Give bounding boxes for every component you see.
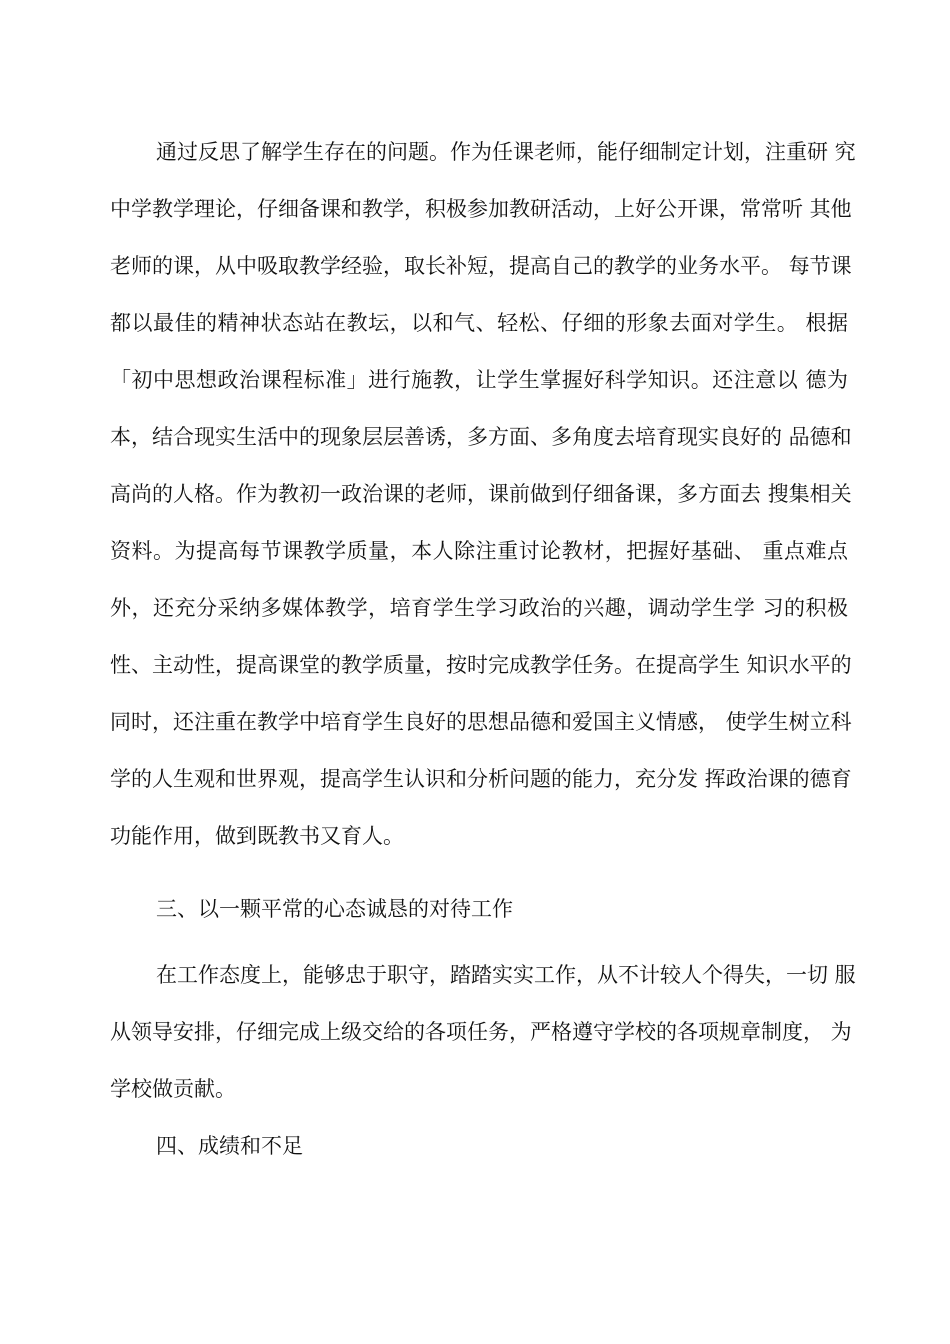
- paragraph-line: 「初中思想政治课程标准」进行施教，让学生掌握好科学知识。还注意以 德为: [110, 368, 848, 392]
- paragraph-line: 都以最佳的精神状态站在教坛，以和气、轻松、仔细的形象去面对学生。 根据: [110, 311, 848, 335]
- paragraph-line: 通过反思了解学生存在的问题。作为任课老师，能仔细制定计划，注重研 究: [156, 140, 856, 164]
- section-heading-4: 四、成绩和不足: [156, 1134, 303, 1158]
- paragraph-line: 学的人生观和世界观，提高学生认识和分析问题的能力，充分发 挥政治课的德育: [110, 767, 852, 791]
- paragraph-line: 性、主动性，提高课堂的教学质量，按时完成教学任务。在提高学生 知识水平的: [110, 653, 852, 677]
- paragraph-line: 学校做贡献。: [110, 1077, 236, 1101]
- paragraph-line: 资料。为提高每节课教学质量，本人除注重讨论教材，把握好基础、 重点难点: [110, 539, 848, 563]
- section-heading-3: 三、以一颗平常的心态诚恳的对待工作: [156, 897, 513, 921]
- paragraph-line: 在工作态度上，能够忠于职守，踏踏实实工作，从不计较人个得失，一切 服: [156, 963, 856, 987]
- paragraph-line: 本，结合现实生活中的现象层层善诱，多方面、多角度去培育现实良好的 品德和: [110, 425, 852, 449]
- paragraph-line: 中学教学理论，仔细备课和教学，积极参加教研活动，上好公开课，常常听 其他: [110, 197, 852, 221]
- paragraph-line: 同时，还注重在教学中培育学生良好的思想品德和爱国主义情感， 使学生树立科: [110, 710, 852, 734]
- paragraph-line: 高尚的人格。作为教初一政治课的老师，课前做到仔细备课，多方面去 搜集相关: [110, 482, 852, 506]
- paragraph-line: 外，还充分采纳多媒体教学，培育学生学习政治的兴趣，调动学生学 习的积极: [110, 596, 848, 620]
- paragraph-line: 老师的课，从中吸取教学经验，取长补短，提高自己的教学的业务水平。 每节课: [110, 254, 852, 278]
- paragraph-line: 功能作用，做到既教书又育人。: [110, 824, 404, 848]
- paragraph-line: 从领导安排，仔细完成上级交给的各项任务，严格遵守学校的各项规章制度， 为: [110, 1020, 852, 1044]
